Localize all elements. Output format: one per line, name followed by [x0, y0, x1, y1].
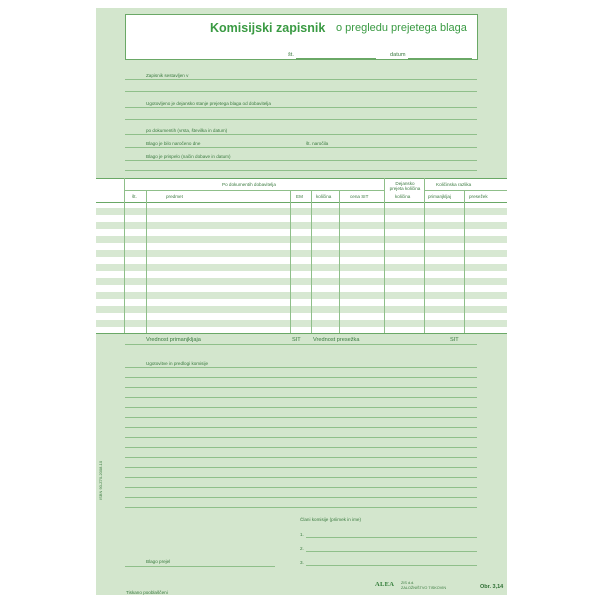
member-2-number: 2. — [300, 546, 304, 551]
col-header-dejanska-kolicina: količina — [395, 194, 411, 199]
table-row[interactable] — [96, 222, 507, 229]
table-row[interactable] — [96, 264, 507, 271]
findings-line[interactable] — [125, 387, 477, 388]
col-header-em: EM — [296, 194, 303, 199]
publisher-name: ZIS d.d. — [401, 581, 415, 585]
po-dokumentih-line[interactable] — [125, 134, 477, 135]
table-row[interactable] — [96, 278, 507, 285]
col-divider — [311, 190, 312, 333]
member-3-line[interactable] — [306, 565, 477, 566]
sit-label-2: SIT — [450, 337, 459, 343]
table-bottom-border — [96, 333, 507, 334]
vrednost-primanjkljaja-label: Vrednost primanjkljaja — [146, 337, 201, 343]
table-header-divider — [124, 190, 384, 191]
ugotovitve-label: Ugotovitve in predlogi komisije — [146, 361, 209, 366]
alea-logo: ALEA — [375, 581, 395, 588]
findings-line[interactable] — [125, 437, 477, 438]
po-dokumentih-label: po dokumentih (vrsta, številka in datum) — [146, 128, 228, 133]
table-row[interactable] — [96, 208, 507, 215]
form-number: Obr. 3,14 — [480, 584, 504, 590]
zapisnik-label: Zapisnik sestavljen v — [146, 73, 189, 78]
col-header-primanjkljaj: primanjkljaj — [428, 194, 451, 199]
title-box — [125, 14, 478, 60]
member-1-number: 1. — [300, 532, 304, 537]
findings-line[interactable] — [125, 487, 477, 488]
col-divider — [384, 178, 385, 333]
table-row[interactable] — [96, 306, 507, 313]
date-label: datum — [390, 52, 406, 58]
table-header-divider — [424, 190, 507, 191]
field-line — [125, 170, 477, 171]
blago-prejel-line[interactable] — [125, 566, 275, 567]
member-2-line[interactable] — [306, 551, 477, 552]
findings-line[interactable] — [125, 427, 477, 428]
findings-line[interactable] — [125, 457, 477, 458]
member-1-line[interactable] — [306, 537, 477, 538]
col-divider — [290, 190, 291, 333]
table-row[interactable] — [96, 320, 507, 327]
group-header-kolicinska: Količinska razlika — [436, 182, 472, 187]
prispelo-line[interactable] — [125, 160, 477, 161]
side-code: ISBN 90-Z70-2008-10 — [98, 460, 103, 500]
col-divider — [424, 178, 425, 333]
footer-printed-label: Tiskano pooblaščeni — [126, 590, 168, 595]
form-title: Komisijski zapisnik — [210, 21, 326, 35]
date-line[interactable] — [408, 58, 472, 59]
blago-prejel-label: Blago prejel — [146, 559, 171, 564]
findings-line[interactable] — [125, 507, 477, 508]
ugotovljeno-label: Ugotovljeno je dejansko stanje prejetega blaga od dobavitelja — [146, 101, 271, 106]
col-divider — [339, 190, 340, 333]
publisher-sub: ZALOŽNIŠTVO TISKOVIN — [401, 586, 447, 590]
col-header-kolicina: količina — [316, 194, 332, 199]
findings-line[interactable] — [125, 397, 477, 398]
narocilo-line[interactable] — [125, 147, 477, 148]
table-row[interactable] — [96, 236, 507, 243]
findings-line[interactable] — [125, 417, 477, 418]
findings-line[interactable] — [125, 447, 477, 448]
form-subtitle: o pregledu prejetega blaga — [336, 22, 467, 34]
findings-line[interactable] — [125, 477, 477, 478]
blago-narocilo-label: Blago je bilo naročeno dne — [146, 141, 201, 146]
col-divider — [146, 190, 147, 333]
sit-label-1: SIT — [292, 337, 301, 343]
findings-line[interactable] — [125, 467, 477, 468]
zapisnik-line[interactable] — [125, 79, 477, 80]
number-label: št. — [288, 52, 294, 58]
blago-prispelo-label: Blago je prispelo (način dobave in datum) — [146, 154, 231, 159]
table-row[interactable] — [96, 292, 507, 299]
vrednost-presezka-label: Vrednost presežka — [313, 337, 360, 343]
col-header-cena: cena SIT — [350, 194, 369, 199]
table-header-bottom — [96, 202, 507, 203]
ugotovljeno-line[interactable] — [125, 107, 477, 108]
col-divider — [464, 190, 465, 333]
clani-komisije-label: Člani komisije (priimek in ime) — [300, 517, 362, 522]
findings-line[interactable] — [125, 407, 477, 408]
field-line — [125, 91, 477, 92]
table-top-border — [96, 178, 507, 179]
st-narocila-label: št. naročila — [306, 141, 329, 146]
col-header-st: št. — [132, 194, 137, 199]
member-3-number: 3. — [300, 560, 304, 565]
findings-line[interactable] — [125, 367, 477, 368]
group-header-dejansko: Dejansko prejeta količina — [389, 181, 421, 191]
col-header-presezek: presežek — [469, 194, 488, 199]
col-header-predmet: predmet — [166, 194, 183, 199]
table-row[interactable] — [96, 250, 507, 257]
findings-line[interactable] — [125, 497, 477, 498]
field-line — [125, 119, 477, 120]
col-divider — [124, 178, 125, 333]
findings-line[interactable] — [125, 377, 477, 378]
group-header-po-dok: Po dokumentih dobavitelja — [222, 182, 276, 187]
number-line[interactable] — [296, 58, 376, 59]
summary-line[interactable] — [125, 344, 477, 345]
